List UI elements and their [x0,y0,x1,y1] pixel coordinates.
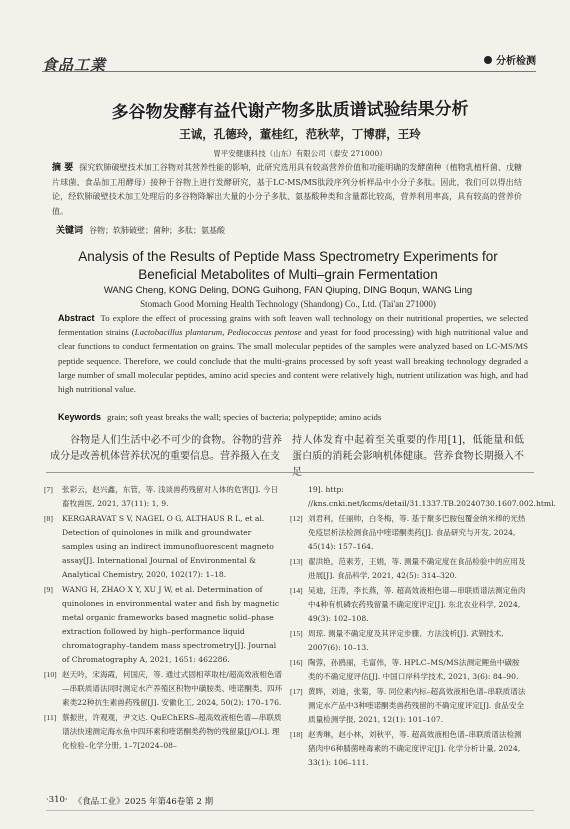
chinese-keywords-label: 关键词 [56,226,84,236]
page-number: ·310· [46,795,68,805]
reference-text: KERGARAVAT S V, NAGEL O G, ALTHAUS R L, et al. Detection of quinolones in milk and groundwater samples using an indirect immunofluorescent magneto assay[J]. International Journal of Environmental & Analytical Chemistry, 2020, 102(17): 1–18. [62,514,274,579]
reference-text: 张彩云，赵兴鑫，东管，等. 浅谈兽药残留对人体的危害[J]. 今日畜牧兽医, 2021, 37(11): 1, 9. [62,485,279,508]
species-name-1: Lactobacillus plantarum [134,327,223,338]
chinese-keywords-text: 谷物；软肺破壁；菌种；多肽；氨基酸 [89,226,226,235]
reference-number: [10] [44,670,57,679]
references-divider [46,472,534,473]
english-keywords-text: grain; soft yeast breaks the wall; species of bacteria; polypeptide; amino acids [107,412,382,422]
english-abstract [58,311,528,396]
journal-issue: 《食品工业》2025 年第46卷第 2 期 [73,797,214,807]
reference-item [290,728,526,770]
english-abstract-text-3: and yeast for food processing) with high nutritional value and clear functions to conduct fermentation on grains. The small molecular peptides of the samples were analyzed based on LC-MS/MS peptide sequence. Therefore, we could conclude that the multi-grains processed by soft yeast wall breaking technology degraded a large number of small molecular peptides, amino acid species and content were relatively high, nutrient utilization was high, and had high nutritional value. [58,327,529,395]
reference-text: WANG H, ZHAO X Y, XU J W, et al. Determination of quinolones in environmental water and fish by magnetic metal organic frameworks based magnetic solid–phase extraction followed by high–performance liquid chromatography–tandem mass spectrometry[J]. Journal of Chromatography A, 2021, 1651: 462286. [62,585,280,664]
english-keywords-label: Keywords [58,412,102,422]
page-footer [46,795,213,807]
reference-number [290,483,308,511]
species-name-2: Pediococcus pentose [227,327,302,338]
reference-number: [17] [290,687,303,696]
english-title: Analysis of the Results of Peptide Mass Spectrometry Experiments for Beneficial Metabolites of Multi–grain Fermentation [78,249,498,282]
reference-number: [13] [290,557,303,566]
reference-text: 蔡振世，许观观，尹文达. QuEChERS–超高效液相色谱—串联质谱法快速测定海水鱼中四环素和喹诺酮类药物的残留量[J/OL]. 理化检验–化学分册, 1–7[2024–08– [62,713,282,750]
reference-item [44,668,284,710]
english-keywords [58,412,528,422]
reference-number: [8] [44,514,53,523]
reference-text: 赵天吟，宋海霞，何国庆，等. 通过式固相萃取柱/超高效液相色谱—串联质谱法同时测定水产养殖区积物中磺胺类、喹诺酮类、四环素类22种抗生素兽药残留[J]. 安徽化工, 2024, 50(2): 170–176. [62,670,283,707]
reference-text: 刘君利，任丽帅，白冬梅，等. 基于聚多巴胺包覆金纳米棒的光热免疫层析法检测食品中喹诺酮类药[J]. 食品研究与开发, 2024, 45(14): 157–164. [308,514,526,551]
bullet-dot-icon [484,56,492,64]
reference-text: 黄晔，刘迪，张菊，等. 同位素内标–超高效液相色谱–串联质谱法测定水产品中3种喹诺酮类兽药残留的不确定度评定[J]. 食品安全质量检测学报, 2021, 12(1): 101–107. [308,687,526,724]
section-tag [484,52,536,67]
chinese-keywords [56,223,516,236]
reference-text: 翟洪艳，范素芳，王娟，等. 测量不确定度在食品检验中的应用及进展[J]. 食品科学, 2021, 42(5): 314–320. [308,557,526,580]
reference-item [44,711,284,753]
body-text-left: 谷物是人们生活中必不可少的食物。谷物的营养成分是改善机体营养状况的重要信息。营养摄入在支 [50,435,282,462]
reference-number: [12] [290,514,303,523]
reference-number: [9] [44,585,53,594]
chinese-abstract [52,161,522,219]
reference-item [290,555,526,583]
reference-number: [7] [44,485,53,494]
reference-text: 赵秀琳，赵小林，刘秋平，等. 超高效液相色谱–串联质谱法检测猪肉中6种腈菌唑毒素的不确定度评定[J]. 化学分析计量, 2024, 33(1): 106–111. [308,730,522,767]
english-abstract-text-2: , [222,327,228,338]
reference-item [44,483,284,511]
english-affiliation: Stomach Good Morning Health Technology (Shandong) Co., Ltd. (Tai'an 271000) [140,299,436,309]
reference-item [290,512,526,554]
reference-item [44,512,284,582]
header-divider [42,71,536,72]
chinese-authors: 王诚，孔德玲，董桂红，范秋苹，丁博群，王玲 [179,127,421,141]
english-authors: WANG Cheng, KONG Deling, DONG Guihong, FAN Qiuping, DING Boqun, WANG Ling [103,285,473,296]
section-label: 分析检测 [496,56,536,67]
chinese-affiliation: 胃平安健康科技（山东）有限公司（泰安 271000） [213,149,387,158]
reference-item [290,584,526,626]
chinese-title: 多谷物发酵有益代谢产物多肽质谱试验结果分析 [111,99,469,123]
references-right-column [290,483,556,771]
reference-number: [16] [290,658,303,667]
reference-text: 19]. http: //kns.cnki.net/kcms/detail/31.1337.TB.20240730.1607.002.html. [308,485,556,508]
reference-text: 陶蓉，孙鸥丽，毛富伟，等. HPLC–MS/MS法测定鲤鱼中磺胺类的不确定度评估[J]. 中国口岸科学技术, 2021, 3(6): 84–90. [308,658,520,681]
reference-item [290,656,526,684]
references-left-column [44,483,284,754]
chinese-abstract-text: 探究软肺破壁技术加工谷物对其营养性能的影响，此研究选用具有较高营养价值和功能明确的发酵菌种（植物乳植杆菌、戊糖片球菌、食品加工用酵母）接种于谷物上进行发酵研究，基于LC-MS/MS肽段序列分析样品中小分子多肽。因此，我们可以得出结论，经软肺破壁技术加工处理后的多谷物降解出大量的小分子多肽、氨基酸种类和含量都比较高，营养利用率高，具有较高的营养价值。 [52,163,522,216]
reference-number: [18] [290,730,303,739]
reference-number: [11] [44,713,57,722]
reference-item [290,627,526,655]
reference-item [290,483,556,511]
journal-logo: 食品工業 [42,56,107,74]
reference-item [44,583,284,667]
body-text-right: 持人体发育中起着至关重要的作用[1]，低能量和低蛋白质的消耗会影响机体健康。营养食物长期摄入不足 [292,435,524,478]
reference-number: [14] [290,586,303,595]
english-abstract-label: Abstract [58,313,95,323]
footer-divider [46,810,534,811]
reference-number: [15] [290,629,303,638]
english-abstract-text-1: To explore the effect of processing grains with soft leaven wall technology on their nutritional properties, we selected fermentation strains ( [58,313,528,338]
reference-text: 吴迪，汪涛，李长燕，等. 超高效液相色谱—串联质谱法测定鱼肉中4种有机磷农药残留量不确定度评定[J]. 东北农业科学, 2024, 49(3): 102–108. [308,586,526,623]
reference-text: 周琼. 测量不确定度及其评定步骤、方法浅析[J]. 武钢技术, 2007(6): 10–13. [308,629,504,652]
chinese-abstract-label: 摘 要 [52,163,74,173]
reference-item [290,685,526,727]
